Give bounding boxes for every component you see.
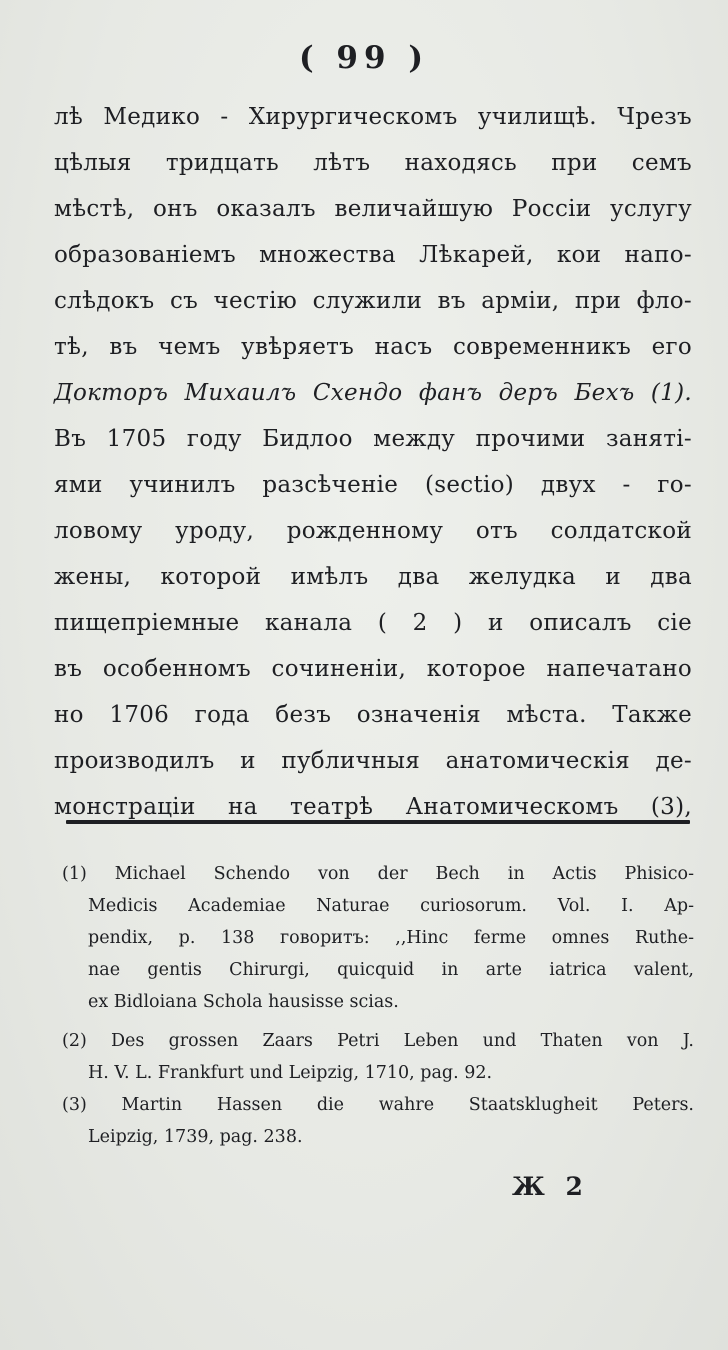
footnote-line: Medicis Academiae Naturae curiosorum. Vol. I. Ap- [88, 896, 694, 916]
footnote-line: pendix, p. 138 говоритъ: ,,Hinc ferme omnes Ruthe- [88, 928, 694, 948]
footnote-line: nae gentis Chirurgi, quicquid in arte iatrica valent, [88, 960, 694, 980]
footnote-line: (3) Martin Hassen die wahre Staatsklugheit Peters. [62, 1095, 694, 1115]
footnote-line: ex Bidloiana Schola hausisse scias. [88, 992, 399, 1012]
text-line: пищепріемные канала ( 2 ) и описалъ сіе [54, 610, 692, 636]
text-line: слѣдокъ съ честію служили въ арміи, при фло- [54, 288, 692, 314]
footnote-line: (2) Des grossen Zaars Petri Leben und Thaten von J. [62, 1031, 694, 1051]
signature-mark: Ж 2 [512, 1172, 589, 1201]
text-line: ловому уроду, рожденному отъ солдатской [54, 518, 692, 544]
text-line: монстраціи на театрѣ Анатомическомъ (3), [54, 794, 692, 820]
text-line: но 1706 года безъ означенія мѣста. Также [54, 702, 692, 728]
footnote-divider [66, 820, 690, 824]
footnote-line: (1) Michael Schendo von der Bech in Actis Phisico- [62, 864, 694, 884]
text-line: лѣ Медико - Хирургическомъ училищѣ. Чрезъ [54, 104, 692, 130]
text-line: производилъ и публичныя анатомическія де- [54, 748, 692, 774]
text-line: ями учинилъ разсѣченіе (sectio) двух - го- [54, 472, 692, 498]
page-number: ( 99 ) [298, 40, 430, 76]
footnotes [62, 858, 694, 1153]
text-line: цѣлыя тридцать лѣтъ находясь при семъ [54, 150, 692, 176]
text-line: Докторъ Михаилъ Схендо фанъ деръ Бехъ (1). [54, 380, 692, 406]
text-line: мѣстѣ, онъ оказалъ величайшую Россіи услугу [54, 196, 692, 222]
text-line: жены, которой имѣлъ два желудка и два [54, 564, 692, 590]
footnote-line: H. V. L. Frankfurt und Leipzig, 1710, pag. 92. [88, 1063, 493, 1083]
text-line: тѣ, въ чемъ увѣряетъ насъ современникъ его [54, 334, 692, 360]
main-text [54, 94, 692, 830]
footnote-line: Leipzig, 1739, pag. 238. [88, 1127, 303, 1147]
text-line: образованіемъ множества Лѣкарей, кои напо- [54, 242, 692, 268]
text-line: Въ 1705 году Бидлоо между прочими заняті- [54, 426, 692, 452]
text-line: въ особенномъ сочиненіи, которое напечатано [54, 656, 692, 682]
